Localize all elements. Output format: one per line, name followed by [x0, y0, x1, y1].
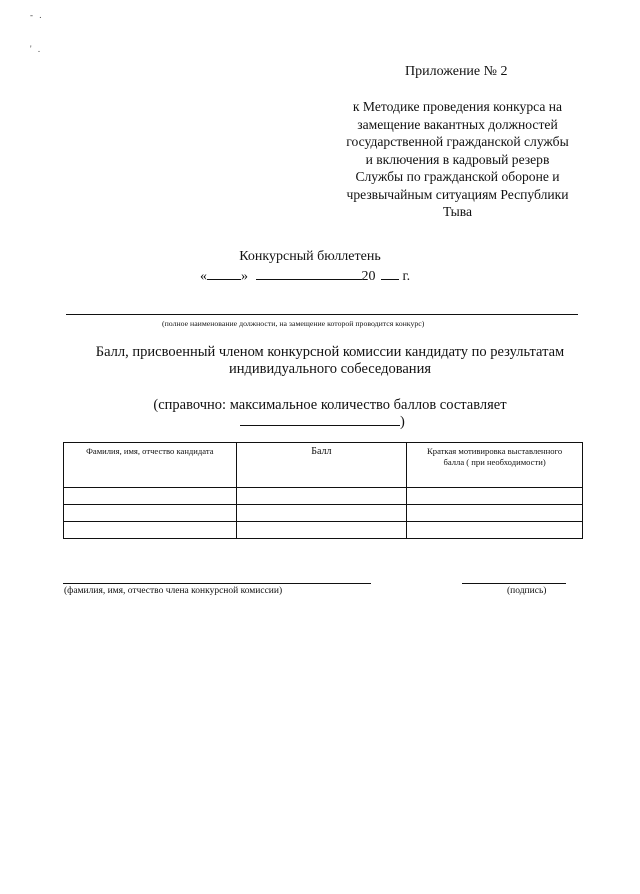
table-cell[interactable]	[64, 505, 237, 522]
appendix-line: и включения в кадровый резерв	[365, 151, 550, 167]
reference-close-paren: )	[400, 414, 405, 430]
scan-mark: ' .	[30, 44, 43, 54]
ballot-date-line	[200, 267, 410, 285]
score-table	[63, 442, 583, 539]
appendix-line: замещение вакантных должностей	[357, 116, 558, 132]
appendix-title: Приложение № 2	[405, 64, 508, 79]
header-candidate-name: Фамилия, имя, отчество кандидата	[64, 443, 237, 488]
date-month-blank[interactable]	[256, 267, 362, 280]
scan-mark: - .	[30, 10, 44, 20]
date-open-quote: «	[200, 269, 207, 284]
date-suffix: г.	[402, 269, 411, 284]
position-caption: (полное наименование должности, на замещение которой проводится конкурс)	[162, 319, 425, 328]
reference-note: (справочно: максимальное количество баллов составляет	[153, 397, 507, 413]
reference-close	[240, 411, 405, 431]
table-row	[64, 522, 583, 539]
position-line[interactable]	[66, 314, 578, 315]
table-row	[64, 505, 583, 522]
table-cell[interactable]	[236, 522, 407, 539]
date-day-blank[interactable]	[207, 267, 241, 280]
score-heading	[70, 344, 590, 378]
signature-line[interactable]	[462, 583, 566, 584]
table-cell[interactable]	[407, 505, 583, 522]
appendix-line: государственной гражданской службы	[346, 134, 569, 149]
member-name-line[interactable]	[63, 583, 371, 584]
max-score-blank[interactable]	[240, 411, 400, 426]
table-cell[interactable]	[407, 522, 583, 539]
score-heading-line: индивидуального собеседования	[228, 361, 432, 377]
score-heading-line: Балл, присвоенный членом конкурсной комиссии кандидату по результатам	[95, 344, 565, 360]
table-cell[interactable]	[236, 488, 407, 505]
table-cell[interactable]	[64, 488, 237, 505]
ballot-title: Конкурсный бюллетень	[239, 249, 381, 264]
date-year-blank[interactable]	[381, 267, 399, 280]
table-row	[64, 488, 583, 505]
header-score: Балл	[236, 443, 407, 488]
table-cell[interactable]	[64, 522, 237, 539]
appendix-line: к Методике проведения конкурса на	[352, 99, 563, 114]
appendix-line: Службы по гражданской обороне и	[355, 169, 560, 184]
appendix-line: чрезвычайным ситуациям Республики	[346, 186, 569, 202]
table-cell[interactable]	[236, 505, 407, 522]
appendix-line: Тыва	[442, 204, 473, 219]
header-motivation: Краткая мотивировка выставленного балла ( при необходимости)	[407, 443, 583, 488]
appendix-reference	[330, 98, 585, 221]
member-name-caption: (фамилия, имя, отчество члена конкурсной комиссии)	[64, 586, 283, 596]
table-cell[interactable]	[407, 488, 583, 505]
table-header-row	[64, 443, 583, 488]
date-year-prefix: 20	[361, 269, 376, 284]
signature-caption: (подпись)	[507, 586, 547, 596]
date-close-quote: »	[241, 269, 248, 284]
